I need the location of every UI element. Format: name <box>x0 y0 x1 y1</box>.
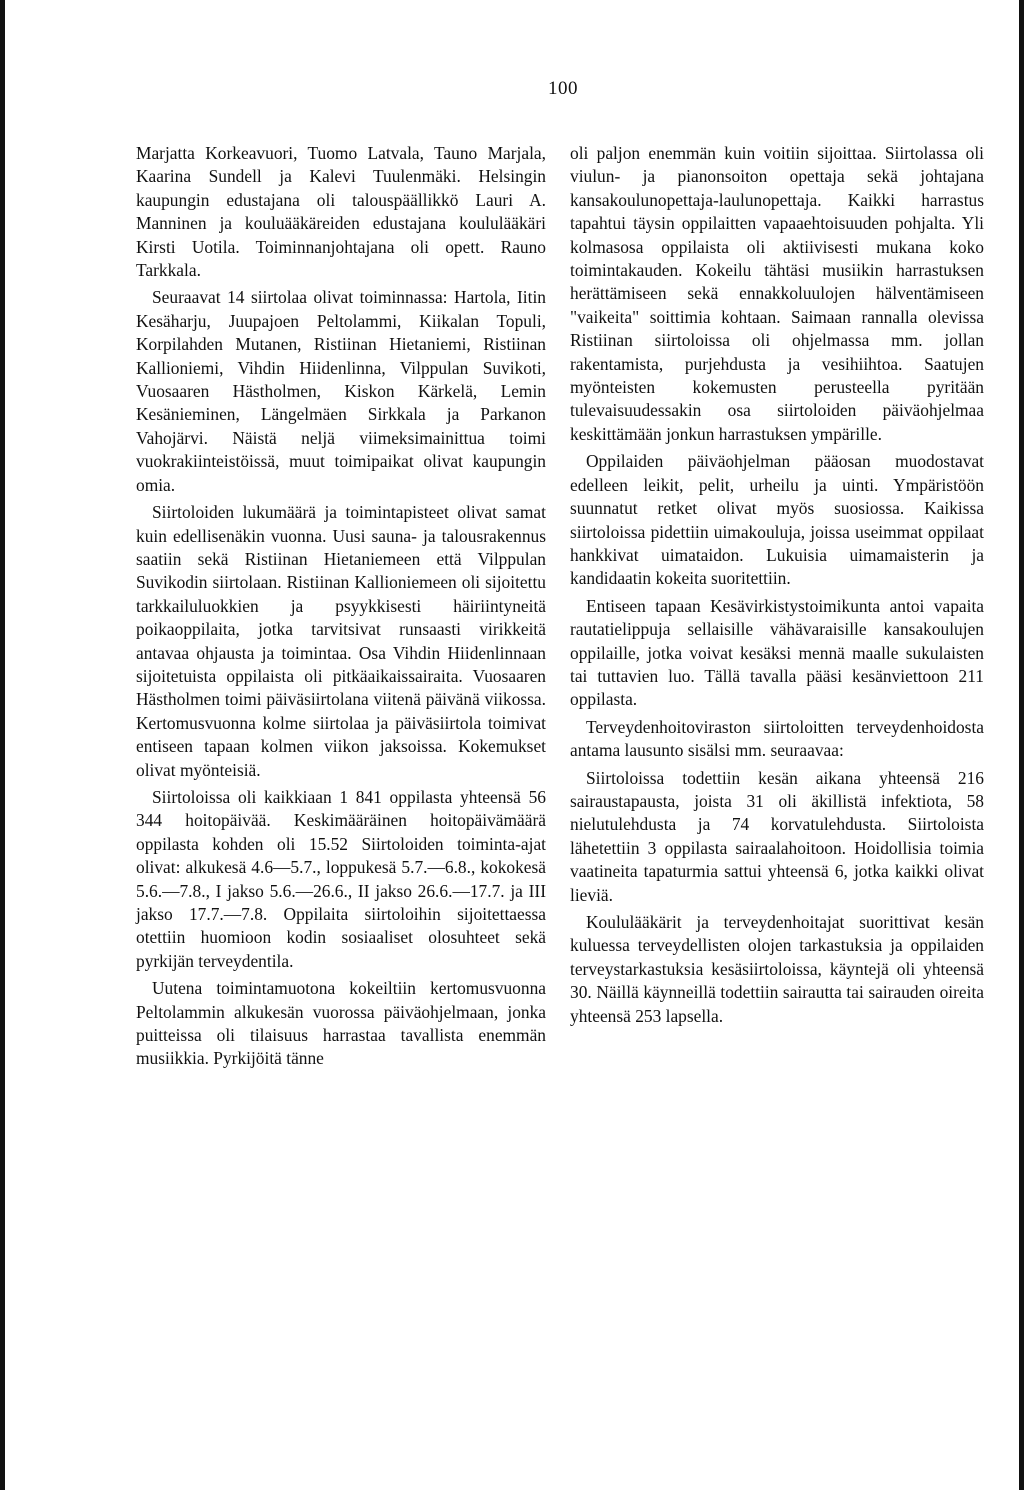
paragraph: Entiseen tapaan Kesävirkistystoimikunta antoi vapaita rautatielippuja sellaisille vähävaraisille kansakoulujen oppilaille, jotka voivat kesäksi mennä maalle sukulaisten tai tuttavien luo. Tällä tavalla pääsi kesänviettoon 211 oppilasta. <box>570 595 984 710</box>
paragraph: Marjatta Korkeavuori, Tuomo Latvala, Tauno Marjala, Kaarina Sundell ja Kalevi Tuulenmäki. Helsingin kaupungin edustajana oli talouspäällikkö Lauri A. Manninen ja kouluääkäreiden edustajana koululääkäri Kirsti Uotila. Toiminnanjohtajana oli opett. Rauno Tarkkala. <box>136 143 546 281</box>
scan-border-right <box>1019 0 1024 1490</box>
paragraph: Terveydenhoitoviraston siirtoloitten terveydenhoidosta antama lausunto sisälsi mm. seuraavaa: <box>570 716 984 761</box>
paragraph: Siirtoloiden lukumäärä ja toimintapisteet olivat samat kuin edellisenäkin vuonna. Uusi sauna- ja talousrakennus saatiin sekä Ristiinan Hietaniemeen että Vilppulan Suvikodin siirtolaan. Ristiinan Kallioniemeen oli sijoitettu tarkkailuluokkien ja psyykkisesti häiriintyneitä poikaoppilaita, jotka tarvitsivat runsaasti virikkeitä antavaa ohjausta ja toimintaa. Osa Vihdin Hiidenlinnaan sijoitetuista oppilaista oli pitkäaikaissairaita. Vuosaaren Hästholmen toimi päiväsiirtolana viitenä päivänä viikossa. Kertomusvuonna kolme siirtolaa ja päiväsiirtola toimivat entiseen tapaan kolmen viikon jaksoissa. Kokemukset olivat myönteisiä. <box>136 502 546 780</box>
paragraph: Seuraavat 14 siirtolaa olivat toiminnassa: Hartola, Iitin Kesäharju, Juupajoen Peltolammi, Kiikalan Topuli, Korpilahden Mutanen, Ristiinan Hietaniemi, Ristiinan Kallioniemi, Vihdin Hiidenlinna, Vilppulan Suvikoti, Vuosaaren Hästholmen, Kiskon Kärkelä, Lemin Kesänieminen, Längelmäen Sirkkala ja Parkanon Vahojärvi. Näistä neljä viimeksimainittua toimi vuokrakiinteistöissä, muut toimipaikat olivat kaupungin omia. <box>136 287 546 495</box>
left-text-column <box>136 142 546 1075</box>
right-text-column <box>570 142 984 1032</box>
scan-border-left <box>0 0 5 1490</box>
paragraph: Uutena toimintamuotona kokeiltiin kertomusvuonna Peltolammin alkukesän vuorossa päiväohjelmaan, jonka puitteissa oli tilaisuus harrastaa tavallista enemmän musiikkia. Pyrkijöitä tänne <box>136 978 546 1069</box>
paragraph: oli paljon enemmän kuin voitiin sijoittaa. Siirtolassa oli viulun- ja pianonsoiton opettaja sekä johtajana kansakoulunopettaja-laulunopettaja. Kaikki harrastus tapahtui täysin oppilaitten vapaaehtoisuuden pohjalta. Yli kolmasosa oppilaista oli aktiivisesti mukana koko toimintakauden. Kokeilu tähtäsi musiikin harrastuksen herättämiseen sekä ennakkoluulojen hälventämiseen "vaikeita" soittimia kohtaan. Saimaan rannalla olevissa Ristiinan siirtoloissa oli ohjelmassa mm. jollan rakentamista, purjehdusta ja vesihiihtoa. Saatujen myönteisten kokemusten perusteella pyritään tulevaisuudessakin osa siirtoloiden päiväohjelmaa keskittämään jonkun harrastuksen ympärille. <box>570 143 984 444</box>
page-number: 100 <box>548 78 578 99</box>
paragraph: Koululääkärit ja terveydenhoitajat suorittivat kesän kuluessa terveydellisten olojen tarkastuksia ja oppilaiden terveystarkastuksia kesäsiirtoloissa, käyntejä oli yhteensä 30. Näillä käynneillä todettiin sairautta tai sairauden oireita yhteensä 253 lapsella. <box>570 912 984 1026</box>
paragraph: Oppilaiden päiväohjelman pääosan muodostavat edelleen leikit, pelit, urheilu ja uinti. Ympäristöön suunnatut retket olivat myös suosiossa. Kaikissa siirtoloissa pidettiin uimakouluja, joissa useimmat oppilaat hankkivat uimataidon. Lukuisia uimamaisterin ja kandidaatin kokeita suoritettiin. <box>570 451 984 589</box>
paragraph: Siirtoloissa oli kaikkiaan 1 841 oppilasta yhteensä 56 344 hoitopäivää. Keskimääräinen hoitopäivämäärä oppilasta kohden oli 15.52 Siirtoloiden toiminta-ajat olivat: alkukesä 4.6—5.7., loppukesä 5.7.—6.8., kokokesä 5.6.—7.8., I jakso 5.6.—26.6., II jakso 26.6.—17.7. ja III jakso 17.7.—7.8. Oppilaita siirtoloihin sijoitettaessa otettiin huomioon kodin sosiaaliset olosuhteet sekä pyrkijän terveydentila. <box>136 786 546 971</box>
paragraph: Siirtoloissa todettiin kesän aikana yhteensä 216 sairaustapausta, joista 31 oli äkillistä infektiota, 58 nielutulehdusta ja 74 korvatulehdusta. Siirtoloista lähetettiin 3 oppilasta sairaalahoitoon. Hoidollisia toimia vaatineita tapaturmia sattui yhteensä 6, jotka kaikki olivat lieviä. <box>570 767 984 905</box>
